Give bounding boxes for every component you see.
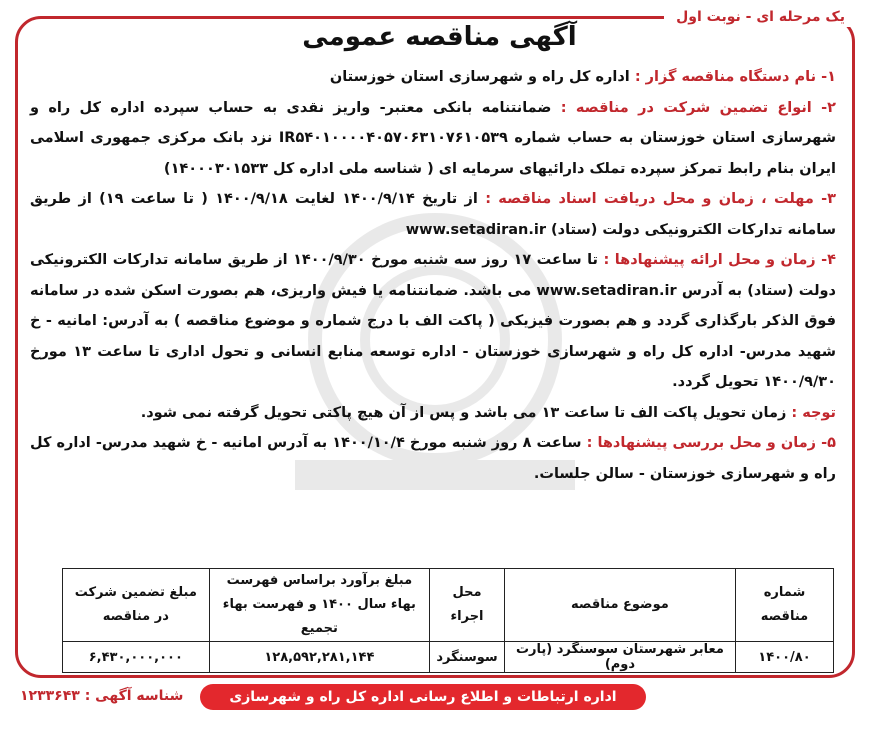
item-5-text: ساعت ۸ روز شنبه مورخ ۱۴۰۰/۱۰/۴ به آدرس امانیه - خ شهید مدرس- اداره کل راه و شهرسازی خوزستان - سالن جلسات. (30, 435, 836, 482)
note-label: توجه : (791, 404, 836, 421)
header-location: محل اجراء (430, 569, 505, 642)
cell-number: ۱۴۰۰/۸۰ (735, 642, 833, 673)
item-4-text: تا ساعت ۱۷ روز سه شنبه مورخ ۱۴۰۰/۹/۳۰ از طریق سامانه تدارکات الکترونیکی دولت (ستاد) به آدرس www.setadiran.ir می باشد. ضمانتنامه یا فیش واریزی، هم بصورت اسکن شده در سامانه فوق الذکر بارگذاری گردد و هم بصورت فیزیکی ( پاکت الف با درج شماره و موضوع مناقصه ) به آدرس: امانیه - خ شهید مدرس- اداره کل راه و شهرسازی خوزستان - اداره توسعه منابع انسانی و تحول اداری تا ساعت ۱۳ مورخ ۱۴۰۰/۹/۳۰ تحویل گردد. (30, 252, 836, 390)
header-guarantee: مبلغ تضمین شرکت در مناقصه (63, 569, 210, 642)
item-2-label: ۲- انواع تضمین شرکت در مناقصه : (560, 99, 836, 116)
note (30, 398, 836, 429)
footer-banner: اداره ارتباطات و اطلاع رسانی اداره کل راه و شهرسازی خوزستان (200, 684, 646, 710)
notice-body (30, 62, 836, 489)
item-1 (30, 62, 836, 93)
item-3 (30, 184, 836, 245)
table-header-row (63, 569, 834, 642)
item-3-text: از تاریخ ۱۴۰۰/۹/۱۴ لغایت ۱۴۰۰/۹/۱۸ ( تا ساعت ۱۹) از طریق سامانه تدارکات الکترونیکی دولت (ستاد) www.setadiran.ir (30, 191, 836, 238)
item-2-text: ضمانتنامه بانکی معتبر- واریز نقدی به حساب سپرده اداره کل راه و شهرسازی استان خوزستان به حساب شماره IR۵۴۰۱۰۰۰۰۴۰۵۷۰۶۳۱۰۷۶۱۰۵۳۹ نزد بانک مرکزی جمهوری اسلامی ایران بنام رابط تمرکز سپرده تملک دارائیهای سرمایه ای ( شناسه ملی اداره کل ۱۴۰۰۰۳۰۱۵۳۳) (30, 99, 836, 177)
item-5-label: ۵- زمان و محل بررسی پیشنهادها : (586, 435, 836, 451)
cell-subject: معابر شهرستان سوسنگرد (پارت دوم) (504, 642, 735, 673)
header-number: شماره مناقصه (735, 569, 833, 642)
cell-location: سوسنگرد (430, 642, 505, 673)
item-3-label: ۳- مهلت ، زمان و محل دریافت اسناد مناقصه : (485, 191, 837, 207)
item-1-label: ۱- نام دستگاه مناقصه گزار : (634, 69, 836, 85)
cell-guarantee: ۶,۴۳۰,۰۰۰,۰۰۰ (63, 642, 210, 673)
table-row (63, 642, 834, 673)
cell-estimate: ۱۲۸,۵۹۲,۲۸۱,۱۴۴ (209, 642, 429, 673)
note-text: زمان تحویل پاکت الف تا ساعت ۱۳ می باشد و پس از آن هیچ پاکتی تحویل گرفته نمی شود. (140, 404, 787, 421)
header-estimate: مبلغ برآورد براساس فهرست بهاء سال ۱۴۰۰ و فهرست بهاء تجمیع (209, 569, 429, 642)
item-1-text: اداره کل راه و شهرسازی استان خوزستان (329, 69, 630, 85)
item-4 (30, 245, 836, 398)
header-subject: موضوع مناقصه (504, 569, 735, 642)
tender-table (62, 568, 834, 673)
notice-title: آگهی مناقصه عمومی (302, 22, 577, 52)
item-4-label: ۴- زمان و محل ارائه پیشنهادها : (603, 252, 836, 268)
stage-label: یک مرحله ای - نوبت اول (664, 7, 857, 27)
ad-id: شناسه آگهی : ۱۲۳۳۶۴۳ (20, 688, 184, 704)
item-2 (30, 93, 836, 185)
item-5 (30, 428, 836, 489)
